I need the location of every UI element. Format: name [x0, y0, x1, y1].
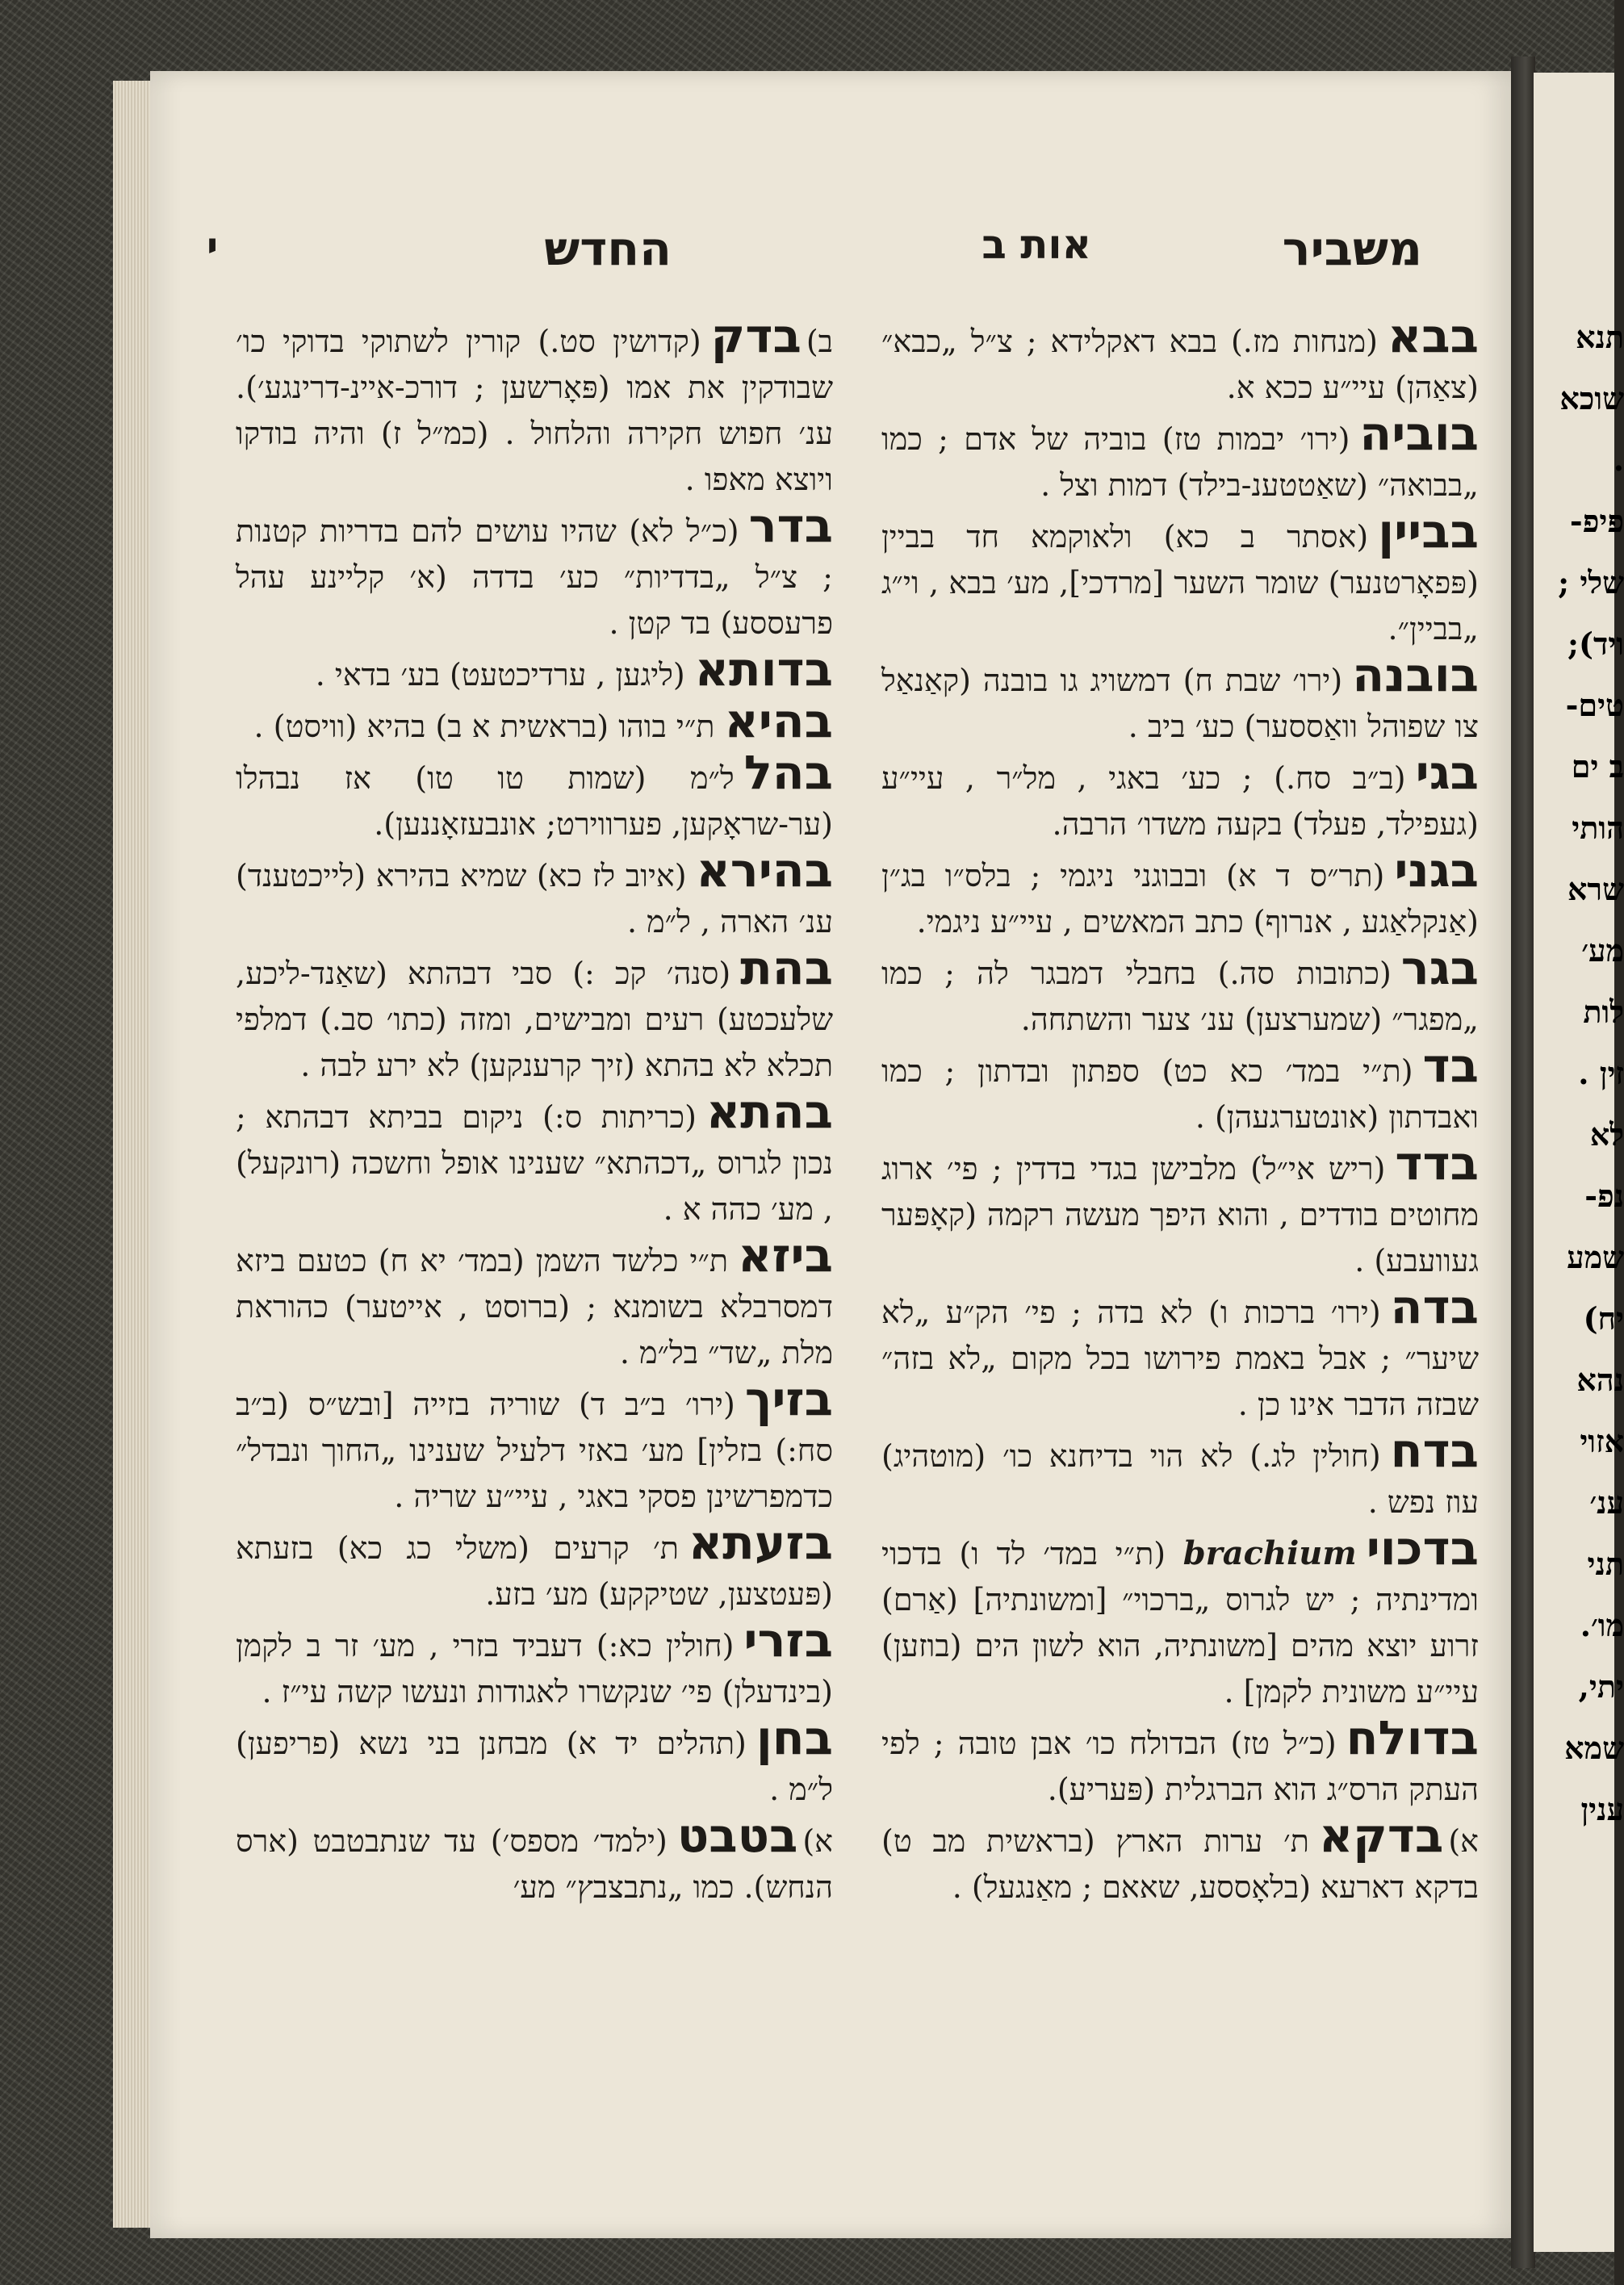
entry-text	[236, 1228, 833, 1376]
entry-text	[881, 504, 1479, 652]
dictionary-entry	[236, 843, 833, 945]
adjacent-page-margin	[1534, 73, 1614, 307]
adjacent-page-line: שלי ;	[1558, 564, 1624, 601]
dictionary-entry	[881, 504, 1479, 652]
entry-definition: (חולין לג.) לא הוי בדיחנא כו׳ (מוטהיג) עוז נפש .	[881, 1438, 1479, 1520]
entry-headword: בד	[1422, 1038, 1479, 1093]
dictionary-entry	[881, 1038, 1479, 1140]
entry-definition: (איוב לז כא) שמיא בהירא (לייכטענד) ענ׳ הארה , ל״מ .	[236, 858, 833, 940]
dictionary-entry	[881, 1521, 1479, 1715]
adjacent-page-line: שוכא	[1559, 380, 1624, 416]
entry-text	[236, 1808, 833, 1910]
dictionary-entry	[236, 1515, 833, 1617]
entry-definition: (ריש אי״ל) מלבישן בגדי בדדין ; פי׳ ארוג מחוטים בודדים , והוא היפך מעשה רקמה (קאָפּער געוועבע) .	[881, 1151, 1479, 1279]
dictionary-entry	[236, 498, 833, 647]
running-header	[150, 166, 1511, 276]
adjacent-page-line: תנא	[1576, 319, 1624, 355]
adjacent-page-line: שרא	[1567, 871, 1624, 907]
entry-sense-number: א)	[1448, 1823, 1479, 1859]
dictionary-entry	[236, 1710, 833, 1813]
entry-definition: (חולין כא:) דעביד בזרי , מע׳ זר ב לקמן (בינדעלן) פי׳ שנקשרו לאגודות ונעשו קשה עי״ז .	[236, 1628, 833, 1710]
adjacent-page-line: נפ-	[1584, 1178, 1624, 1214]
entry-headword: בדותא	[694, 642, 833, 697]
adjacent-page-line: הותי	[1572, 810, 1624, 846]
entry-headword: בזרי	[743, 1613, 833, 1668]
dictionary-entry	[236, 1808, 833, 1910]
entry-text	[881, 647, 1479, 750]
dictionary-entry	[236, 693, 833, 750]
dictionary-entry	[236, 1371, 833, 1520]
entry-text	[881, 1423, 1479, 1525]
entry-definition: (כ״ל לא) שהיו עושים להם בדריות קטנות ; צ״ל „בדדיות״ כע׳ בדדה (א׳ קליינע עהל פרעססע) בד קטן .	[236, 513, 833, 641]
entry-definition: (תר״ס ד א) ובבוגני ניגמי ; בלס״ו בג״ן (אַנקלאַגע , אנרוף) כתב המאשים , עיי״ע ניגמי.	[881, 858, 1479, 940]
dictionary-entry	[881, 1423, 1479, 1525]
entry-text	[236, 1710, 833, 1813]
entry-definition: (ליגען , ערדיכטעט) בע׳ בדאי .	[315, 657, 685, 693]
entry-text	[881, 1136, 1479, 1284]
entry-definition: (ירו׳ ברכות ו) לא בדה ; פי׳ הק״ע „לא שיער״ ; אבל באמת פירושו בכל מקום „לא בזה״ שבזה הדבר אינו כן .	[881, 1295, 1479, 1422]
entry-definition: (ירו׳ שבת ח) דמשויג גו בובנה (קאַנאַל צו שפוהל וואַססער) כע׳ ביב .	[881, 663, 1479, 744]
adjacent-page-line: ענ׳	[1589, 1484, 1624, 1521]
dictionary-entry	[881, 1279, 1479, 1428]
adjacent-page-line: פיפ-	[1569, 503, 1624, 539]
entry-text	[881, 843, 1479, 945]
entry-headword: בדקא	[1318, 1808, 1444, 1863]
adjacent-page-line: לא	[1589, 1116, 1624, 1153]
adjacent-page-line: יח)	[1583, 1300, 1624, 1337]
entry-headword: בבא	[1388, 308, 1479, 363]
entry-text	[881, 940, 1479, 1043]
entry-definition: (אסתר ב כא) ולאוקמא חד בביין (פּפאָרטנער) שומר השער [מרדכי], מע׳ בבא , וי״ג „בביין״.	[881, 519, 1479, 647]
left-column	[236, 308, 833, 1910]
adjacent-page-line: נהא	[1576, 1362, 1624, 1398]
entry-text	[236, 940, 833, 1089]
adjacent-page-line: לות	[1583, 994, 1624, 1030]
entry-text	[236, 693, 833, 750]
dictionary-entry	[236, 1228, 833, 1376]
dictionary-entry	[881, 308, 1479, 411]
entry-headword: בדה	[1390, 1279, 1479, 1334]
entry-definition: (ירו׳ ב״ב ד) שוריה בזייה [ובש״ס (ב״ב סח:) בזלין] מע׳ באזי דלעיל שענינו „החוך ונבדל״ כדמפרשינן פסקי באגי , עיי״ע שריה .	[236, 1387, 833, 1514]
entry-headword: בזעתא	[688, 1515, 833, 1570]
entry-text	[236, 498, 833, 647]
adjacent-page-line: זין .	[1578, 1055, 1624, 1091]
entry-text	[236, 308, 833, 503]
entry-definition: (ילמד׳ מספס׳) עד שנתבטבט (ארס הנחש). כמו „נתבצבץ״ מע׳	[236, 1823, 833, 1905]
adjacent-page-line: ב ים	[1571, 748, 1624, 785]
entry-headword: בגי	[1415, 745, 1479, 800]
right-column	[881, 308, 1479, 1910]
entry-text	[236, 1515, 833, 1617]
entry-definition: (תהלים יד א) מבחנן בני נשא (פריפען) ל״מ .	[236, 1726, 833, 1807]
entry-headword: בגר	[1400, 940, 1479, 995]
adjacent-page-line: ויד);	[1567, 626, 1624, 662]
entry-headword: בדק	[710, 308, 802, 363]
entry-text	[236, 745, 833, 847]
entry-text	[236, 843, 833, 945]
entry-headword: בגני	[1394, 843, 1479, 898]
dictionary-entry	[236, 745, 833, 847]
dictionary-entry	[881, 843, 1479, 945]
entry-definition: (כריתות ס:) ניקום בביתא דבהתא ; נכון לגרוס „דכהתא״ שענינו אופל וחשכה (רונקעל) , מע׳ כהה א .	[236, 1099, 833, 1227]
dictionary-entry	[236, 1084, 833, 1232]
page-number: י	[207, 224, 219, 270]
entry-text	[881, 1710, 1479, 1813]
entry-text	[881, 1038, 1479, 1140]
dictionary-entry	[881, 745, 1479, 847]
book-gutter	[1511, 56, 1535, 2268]
entry-definition: (ב״ב סח.) ; כע׳ באגי , מל״ר , עיי״ע (געפילד, פעלד) בקעה משדו׳ הרבה.	[881, 760, 1479, 842]
entry-definition: (ת״י במד׳ לד ו) בדכוי ומדינתיה ; יש לגרוס „ברכוי״ [ומשונתיה] (אַרם) זרוע יוצא מהים [משונתיה, הוא לשון הים (בוזען) עיי״ע משונית לקמן] .	[881, 1536, 1479, 1710]
adjacent-page-line: אזוי	[1580, 1423, 1624, 1459]
entry-text	[236, 1084, 833, 1232]
adjacent-page-line: שמע	[1567, 1239, 1624, 1275]
adjacent-page-lines	[1534, 307, 1624, 1840]
adjacent-page-line: טים-	[1565, 687, 1624, 723]
entry-headword: בוביה	[1359, 406, 1479, 461]
header-title-left: החדש	[544, 221, 672, 276]
adjacent-page-line: מו׳.	[1580, 1607, 1624, 1643]
entry-text	[881, 1279, 1479, 1428]
adjacent-page-line: ענין	[1580, 1791, 1624, 1827]
entry-definition: (מנחות מז.) בבא דאקלידא ; צ״ל „כבא״ (צאַהן) עיי״ע ככא א.	[881, 324, 1479, 405]
entry-definition: (ת״י במד׳ כא כט) ספתון ובדתון ; כמו ואבדתון (אונטערגעהן) .	[881, 1053, 1479, 1135]
entry-headword: בחן	[755, 1710, 833, 1765]
dictionary-entry	[881, 1710, 1479, 1813]
entry-headword: בהירא	[696, 843, 833, 898]
header-title-right: משביר	[1282, 221, 1422, 276]
entry-headword: בובנה	[1352, 647, 1479, 702]
entry-latin-gloss: brachium	[1182, 1534, 1357, 1572]
entry-text	[881, 308, 1479, 411]
entry-definition: (כתובות סה.) בחבלי דמבגר לה ; כמו „מפגר״ (שמערצען) ענ׳ צער והשתחה.	[881, 956, 1479, 1037]
entry-definition: ל״מ (שמות טו טו) אז נבהלו (ער-שראָקען, פערווירט; אונבעזאָננען).	[236, 760, 833, 842]
header-letter-section: אות ב	[982, 221, 1091, 268]
entry-headword: בדר	[748, 498, 833, 553]
dictionary-entry	[236, 940, 833, 1089]
entry-headword: בהתא	[705, 1084, 833, 1139]
dictionary-entry	[881, 940, 1479, 1043]
dictionary-entry	[236, 308, 833, 503]
adjacent-page-fragment	[1534, 73, 1624, 2252]
entry-headword: בדכוי	[1366, 1521, 1479, 1576]
dictionary-page	[150, 71, 1511, 2238]
entry-headword: בדולח	[1346, 1710, 1479, 1765]
adjacent-page-line: יתי,	[1578, 1668, 1624, 1705]
entry-definition: ת״י כלשד השמן (במד׳ יא ח) כטעם ביזא דמסרבלא בשומנא ; (ברוסט , אייטער) כהוראת מלת „שד״ בל״מ .	[236, 1243, 833, 1371]
entry-sense-number: א)	[802, 1823, 833, 1859]
entry-definition: ת״י בוהו (בראשית א ב) בהיא (וויסט) .	[253, 709, 715, 744]
entry-headword: בהת	[740, 940, 833, 995]
dictionary-entry	[881, 1808, 1479, 1910]
entry-definition: ת׳ קרעים (משלי כג כא) בזעתא (פּעטצען, שטיקקע) מע׳ בזע.	[236, 1530, 833, 1612]
entry-headword: בדד	[1395, 1136, 1479, 1191]
entry-definition: (קדושין סט.) קורין לשתוקי בדוקי כו׳ שבודקין את אמו (פּאָרשען ; דורכ-איינ-דרינגע׳). ענ׳ חפוש חקירה והלחול . (כמ״ל ז) והיה בודקו ויוצא מאפו .	[236, 324, 833, 497]
entry-text	[236, 1371, 833, 1520]
dictionary-entry	[236, 1613, 833, 1715]
dictionary-entry	[236, 642, 833, 698]
entry-headword: בטבט	[676, 1808, 798, 1863]
entry-text	[881, 1808, 1479, 1910]
entry-text	[236, 1613, 833, 1715]
entry-headword: בדח	[1390, 1423, 1479, 1478]
adjacent-page-line: תני	[1587, 1546, 1624, 1582]
entry-text	[881, 1521, 1479, 1715]
entry-sense-number: ב)	[806, 324, 833, 359]
entry-headword: בביין	[1378, 504, 1479, 559]
entry-definition: (כ״ל טז) הבדולח כו׳ אבן טובה ; לפי העתק הרס״ג הוא הברגלית (פּעריע).	[881, 1726, 1479, 1807]
entry-headword: בהל	[743, 745, 833, 800]
entry-text	[236, 642, 833, 698]
adjacent-page-line: מע׳	[1581, 932, 1624, 969]
entry-definition: (ירו׳ יבמות טז) בוביה של אדם ; כמו „בבואה״ (שאַטטענ-בילד) דמות וצל .	[881, 421, 1479, 503]
adjacent-page-line: .	[1613, 442, 1624, 478]
dictionary-entry	[881, 406, 1479, 508]
dictionary-entry	[881, 1136, 1479, 1284]
entry-headword: בזיך	[744, 1371, 833, 1426]
entry-definition: (סנה׳ קכ :) סבי דבהתא (שאַנד-ליכע, שלעכטע) רעים ומבישים, ומזה (כתו׳ סב.) דמלפי תכלא לא בהתא (זיך קרענקען) לא ירע לבה .	[236, 956, 833, 1083]
entry-text	[881, 406, 1479, 508]
dictionary-entry	[881, 647, 1479, 750]
page-edges	[113, 81, 152, 2228]
entry-headword: ביזא	[738, 1228, 833, 1283]
entry-headword: בהיא	[724, 693, 833, 748]
adjacent-page-line: שמא	[1564, 1730, 1624, 1766]
entry-definition: ת׳ ערות הארץ (בראשית מב ט) בדקא דארעא (בלאָססע, שאאם ; מאַנגעל) .	[881, 1823, 1479, 1905]
entry-text	[881, 745, 1479, 847]
